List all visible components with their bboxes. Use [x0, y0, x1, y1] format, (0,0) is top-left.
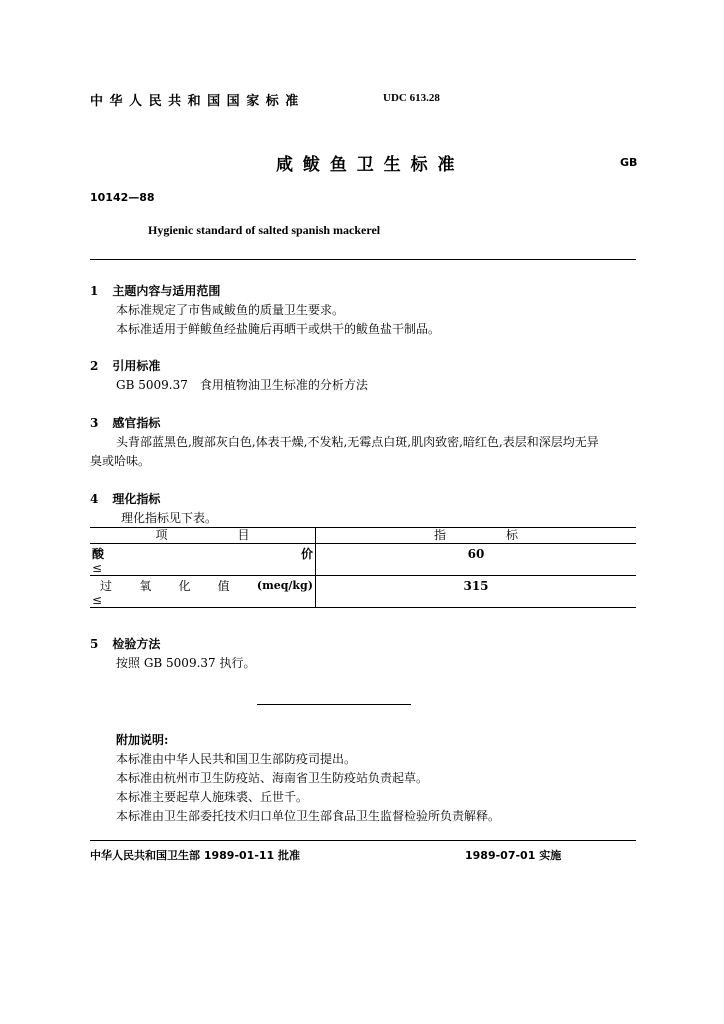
section-2-heading [90, 357, 160, 374]
notes-line-2: 本标准由杭州市卫生防疫站、海南省卫生防疫站负责起草。 [116, 771, 429, 785]
end-of-text-rule [257, 704, 411, 705]
notes-line-3: 本标准主要起草人施珠裘、丘世千。 [116, 790, 309, 804]
section-4-heading [90, 490, 160, 507]
notes-line-1: 本标准由中华人民共和国卫生部防疫司提出。 [116, 752, 357, 766]
header-item-char-1: 项 [155, 528, 168, 542]
item-name-part: 化 [178, 579, 191, 593]
physicochemical-table [90, 527, 636, 608]
section-title: 理化指标 [112, 492, 161, 506]
header-value-char-2: 标 [506, 528, 519, 542]
section-title: 主题内容与适用范围 [112, 284, 221, 298]
section-title: 检验方法 [112, 637, 161, 651]
table-cell-item [90, 544, 316, 576]
section-number: 3 [90, 416, 99, 430]
table-header-row [90, 528, 636, 544]
section-5-line-1: 按照 GB 5009.37 执行。 [116, 656, 256, 670]
section-2-line-1: GB 5009.37 食用植物油卫生标准的分析方法 [116, 378, 368, 392]
section-1-line-2: 本标准适用于鲜鲅鱼经盐腌后再晒干或烘干的鲅鱼盐干制品。 [116, 322, 441, 336]
section-3-heading [90, 414, 160, 431]
item-name-part: 值 [217, 579, 230, 593]
header-value-char-1: 指 [433, 528, 446, 542]
section-1-line-1: 本标准规定了市售咸鲅鱼的质量卫生要求。 [116, 303, 345, 317]
table-cell-value [316, 576, 637, 608]
table-header-value [316, 528, 637, 544]
standard-number: 10142—88 [90, 191, 155, 204]
table-cell-item [90, 576, 316, 608]
approval-date: 中华人民共和国卫生部 1989-01-11 批准 [90, 849, 301, 862]
item-name-part: 氧 [139, 579, 152, 593]
table-cell-value [316, 544, 637, 576]
header-item-char-2: 目 [237, 528, 250, 542]
title-divider [90, 259, 636, 260]
gb-prefix: GB [620, 156, 638, 169]
section-number: 5 [90, 637, 99, 651]
section-5-heading [90, 635, 160, 652]
implementation-date: 1989-07-01 实施 [465, 849, 562, 862]
section-3-line-2: 臭或哈味。 [90, 454, 151, 468]
standard-type-label: 中 华 人 民 共 和 国 国 家 标 准 [90, 94, 300, 109]
notes-line-4: 本标准由卫生部委托技术归口单位卫生部食品卫生监督检验所负责解释。 [116, 809, 501, 823]
section-number: 1 [90, 284, 99, 298]
table-row [90, 544, 636, 576]
item-name-part: 过 [100, 579, 113, 593]
section-number: 2 [90, 359, 99, 373]
item-value: 60 [467, 547, 485, 561]
english-title: Hygienic standard of salted spanish mackerel [148, 223, 381, 237]
document-title: 咸 鲅 鱼 卫 生 标 准 [276, 155, 457, 175]
footer-divider [90, 840, 636, 841]
section-3-line-1: 头背部蓝黑色,腹部灰白色,体表干燥,不发粘,无霉点白斑,肌肉致密,暗红色,表层和深层均无异 [116, 435, 599, 449]
le-symbol: ≤ [92, 561, 103, 575]
notes-title: 附加说明: [116, 733, 169, 747]
table-header-item [90, 528, 316, 544]
table-row [90, 576, 636, 608]
le-symbol: ≤ [92, 593, 103, 607]
section-4-line-1: 理化指标见下表。 [121, 511, 218, 525]
udc-code: UDC 613.28 [383, 92, 440, 104]
section-1-heading [90, 282, 220, 299]
item-name-part: (meq/kg) [256, 579, 313, 592]
section-number: 4 [90, 492, 99, 506]
section-title: 引用标准 [112, 359, 161, 373]
section-title: 感官指标 [112, 416, 161, 430]
item-name-part: 价 [300, 547, 313, 561]
item-name-part: 酸 [92, 547, 105, 561]
item-value: 315 [463, 579, 489, 593]
